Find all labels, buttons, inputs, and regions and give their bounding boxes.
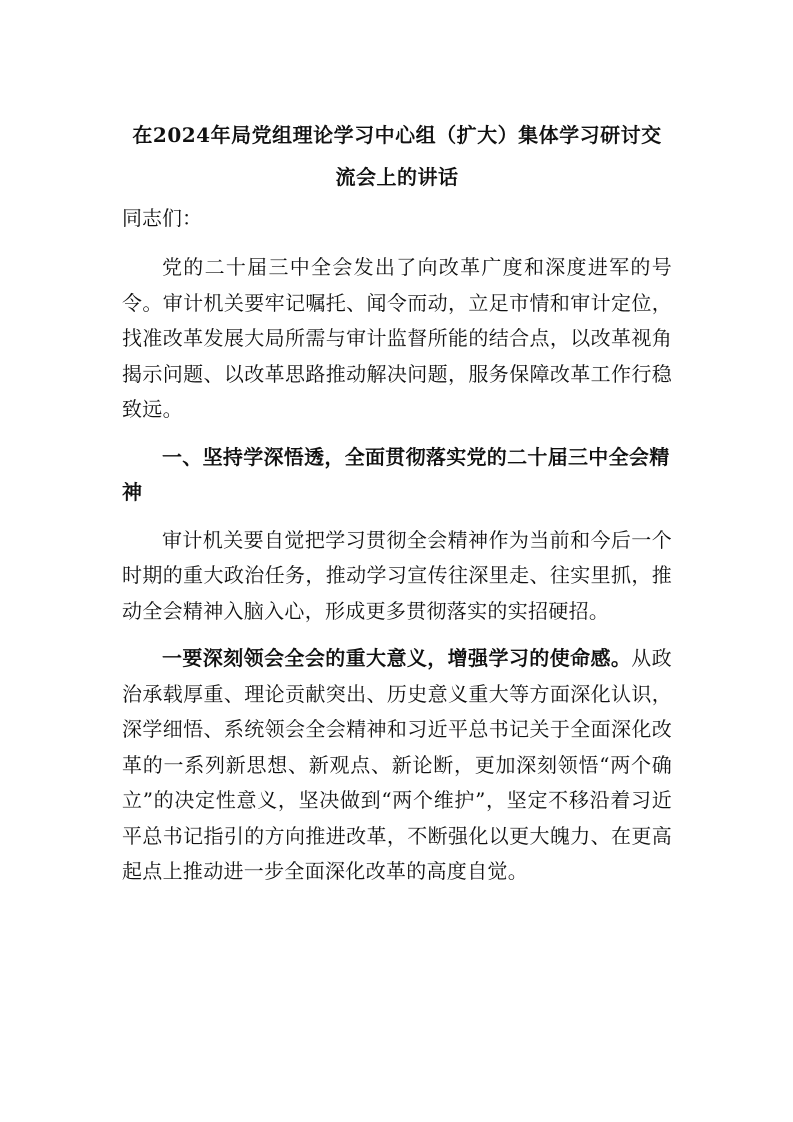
point-1-body: 从政治承载厚重、理论贡献突出、历史意义重大等方面深化认识，深学细悟、系统领会全会精神和习近平总书记关于全面深化改革的一系列新思想、新观点、新论断，更加深刻领悟“两个确立”的决定性意义，坚决做到“两个维护”，坚定不移沿着习近平总书记指引的方向推进改革，不断强化以更大魄力、在更高起点上推动进一步全面深化改革的高度自觉。	[122, 646, 672, 883]
title-line-1: 在2024年局党组理论学习中心组（扩大）集体学习研讨交	[132, 123, 662, 147]
section-1-paragraph: 审计机关要自觉把学习贯彻全会精神作为当前和今后一个时期的重大政治任务，推动学习宣传往深里走、往实里抓，推动全会精神入脑入心，形成更多贯彻落实的实招硬招。	[122, 527, 672, 623]
point-1-paragraph	[122, 641, 672, 890]
salutation: 同志们：	[122, 206, 202, 230]
intro-paragraph: 党的二十届三中全会发出了向改革广度和深度进军的号令。审计机关要牢记嘱托、闻令而动，立足市情和审计定位，找准改革发展大局所需与审计监督所能的结合点，以改革视角揭示问题、以改革思路推动解决问题，服务保障改革工作行稳致远。	[122, 255, 672, 421]
document-page	[122, 114, 672, 902]
point-1-lead: 一要深刻领会全会的重大意义，增强学习的使命感。	[162, 646, 632, 670]
document-title	[122, 114, 672, 198]
section-heading-1: 一、坚持学深悟透，全面贯彻落实党的二十届三中全会精神	[122, 444, 670, 504]
title-line-2: 流会上的讲话	[335, 165, 459, 189]
